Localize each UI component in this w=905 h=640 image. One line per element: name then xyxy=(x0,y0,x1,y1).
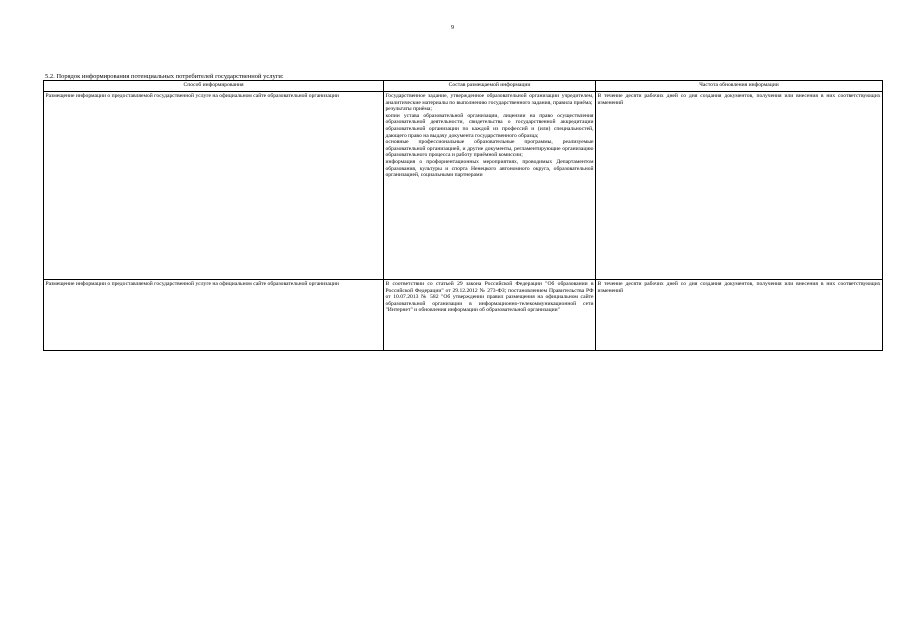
header-frequency: Частота обновления информации xyxy=(596,81,883,92)
content-line: результаты приёма; xyxy=(385,106,432,113)
information-table xyxy=(43,80,883,351)
content-line: основные профессиональные образовательные программы, реализуемые образовательной организацией, и другие документы, регламентирующие организацию образовательного процесса и работу приёмной комиссии; xyxy=(385,139,594,159)
cell-method: Размещение информации о предоставляемой государственной услуге на официальном сайте образовательной организации xyxy=(44,280,384,351)
page-number: 9 xyxy=(451,25,454,31)
content-line: копии устава образовательной организации, лицензии на право осуществления образовательной деятельности, свидетельства о государственной аккредитации образовательной организации по каждой из профессий и (или) специальностей, дающего право на выдачу документа государственного образца; xyxy=(385,112,594,139)
cell-content xyxy=(384,92,596,280)
content-line: В соответствии со статьей 29 закона Российской Федерации "Об образовании в Российской Федерации" от 29.12.2012 № 273-ФЗ; постановлением Правительства РФ от 10.07.2013 № 582 "Об утверждении правил размещения на официальном сайте образовательной организации в информационно-телекоммуникационной сети "Интернет" и обновления информации об образовательной организации" xyxy=(385,281,594,314)
header-method: Способ информирования xyxy=(44,81,384,92)
content-line: информация о профориентационных мероприятиях, проводимых Департаментом образования, культуры и спорта Ненецкого автономного округа, образовательной организацией, социальными партнерами xyxy=(385,158,594,179)
cell-frequency: В течение десяти рабочих дней со дня создания документов, получения или внесения в них соответствующих изменений xyxy=(596,92,883,280)
cell-content xyxy=(384,280,596,351)
cell-method: Размещение информации о предоставляемой государственной услуге на официальном сайте образовательной организации xyxy=(44,92,384,280)
table-row xyxy=(44,280,883,351)
header-content: Состав размещаемой информации xyxy=(384,81,596,92)
table-header-row xyxy=(44,81,883,92)
section-heading: 5.2. Порядок информирования потенциальных потребителей государственной услуги: xyxy=(45,73,284,80)
cell-frequency: В течение десяти рабочих дней со дня создания документов, получения или внесения в них соответствующих изменений xyxy=(596,280,883,351)
content-line: Государственное задание, утвержденное образовательной организации учредителем, аналитические материалы по выполнению государственного задания, правила приёма; xyxy=(385,93,594,106)
table-row xyxy=(44,92,883,280)
